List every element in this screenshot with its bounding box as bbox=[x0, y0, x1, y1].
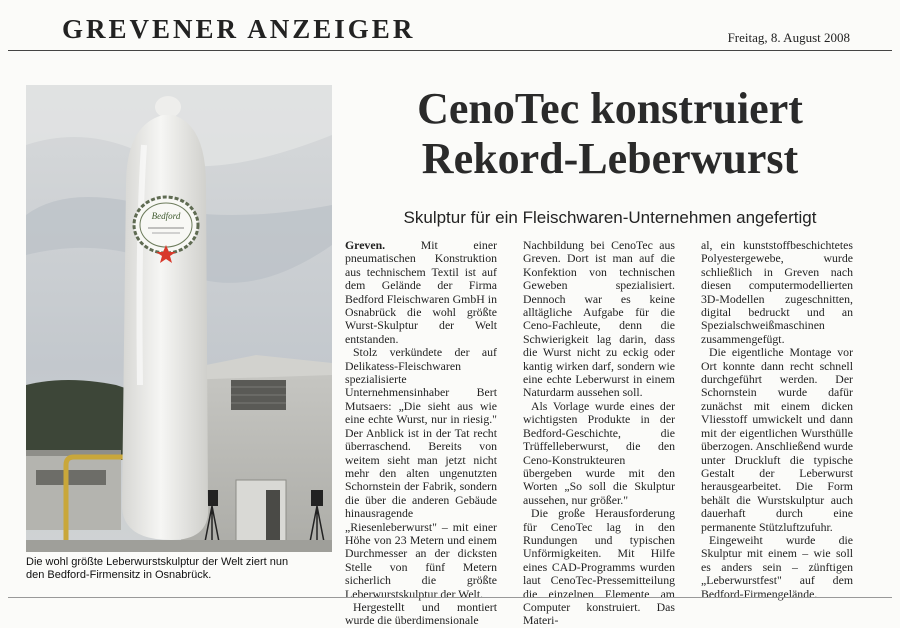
paragraph: Stolz verkündete der auf Delikatess-Fleischwaren spezialisierte Unternehmensinhaber Bert Mutsaers: „Die sieht aus wie eine echte Wurst, nur in riesig." Der Anblick ist in der Tat recht überraschend. Bereits von weitem sieht man jetzt nicht mehr den alten ungenutzten Schornstein der Fabrik, sondern die über die anderen Gebäude hinausragende „Riesenleberwurst" – mit einer Höhe von 23 Metern und einem Durchmesser an der dicksten Stelle von fünf Metern sicherlich die größte Leberwurstskulptur der Welt. bbox=[345, 345, 497, 601]
photo-caption bbox=[26, 556, 336, 582]
article-subheadline: Skulptur für ein Fleischwaren-Unternehmen angefertigt bbox=[403, 208, 817, 227]
photo-illustration bbox=[26, 85, 332, 552]
sausage-tip bbox=[155, 96, 181, 118]
headline-line-2: Rekord-Leberwurst bbox=[421, 134, 799, 183]
paragraph: Die große Herausforderung für CenoTec lag in den Rundungen und typischen Unförmigkeiten. Mit Hilfe eines CAD-Programms wurden laut CenoTec-Pressemitteilung die einzelnen Elemente am Computer konstruiert. Das Materi- bbox=[523, 506, 675, 628]
paragraph bbox=[345, 239, 497, 346]
article-column-2 bbox=[523, 239, 675, 628]
paragraph: Als Vorlage wurde eines der wichtigsten Produkte in der Bedford-Geschichte, die Trüffelleberwurst, die den Ceno-Konstrukteuren übergeben wurde mit den Worten „So soll die Skulptur aussehen, nur größer." bbox=[523, 398, 675, 507]
paragraph-text: Mit einer pneumatischen Konstruktion aus technischem Textil ist auf dem Gelände der Firma Bedford Fleischwaren GmbH in Osnabrück die wohl größte Wurst-Skulptur der Welt entstanden. bbox=[345, 238, 497, 346]
newspaper-title: GREVENER ANZEIGER bbox=[62, 14, 416, 44]
paragraph: Nachbildung bei CenoTec aus Greven. Dort ist man auf die Konfektion von technischen Geweben spezialisiert. Dennoch war es keine alltägliche Aufgabe für die Ceno-Fachleute, denn die Schwierigkeit lag darin, dass die Wurst nicht zu eckig oder kantig wirken darf, sondern wie eine echte Leberwurst in einem Naturdarm aussehen soll. bbox=[523, 238, 675, 400]
article-photo bbox=[26, 85, 332, 552]
paragraph: Die eigentliche Montage vor Ort konnte dann recht schnell durchgeführt werden. Der Schornstein wurde dafür zunächst mit einem dicken Vliesstoff umwickelt und dann mit der eigentlichen Wursthülle überzogen. Anschließend wurde unter Druckluft die typische Gestalt der Leberwurst herausgearbeitet. Die Form behält die Wurstskulptur auch dauerhaft durch eine permanente Stützluftzufuhr. bbox=[701, 345, 853, 534]
issue-date: Freitag, 8. August 2008 bbox=[727, 30, 850, 45]
paragraph: Hergestellt und montiert wurde die überdimensionale bbox=[345, 599, 497, 628]
article-column-3 bbox=[701, 239, 853, 601]
page-bottom-divider bbox=[8, 597, 892, 598]
article-column-1 bbox=[345, 239, 497, 628]
article-headline bbox=[345, 84, 875, 184]
headline-line-1: CenoTec konstruiert bbox=[417, 84, 803, 133]
dateline: Greven. bbox=[345, 238, 386, 252]
leberwurst-sculpture bbox=[122, 115, 208, 540]
caption-line-1: Die wohl größte Leberwurstskulptur der Welt ziert nun bbox=[26, 556, 289, 568]
masthead-divider bbox=[8, 50, 892, 51]
caption-line-2: den Bedford-Firmensitz in Osnabrück. bbox=[26, 569, 212, 581]
small-building bbox=[26, 450, 121, 530]
paragraph: Eingeweiht wurde die Skulptur mit einem – wie soll es anders sein – zünftigen „Leberwurstfest" auf dem Bedford-Firmengelände. bbox=[701, 532, 853, 601]
badge-brand-text: Bedford bbox=[151, 211, 181, 221]
paragraph: al, ein kunststoffbeschichtetes Polyestergewebe, wurde schließlich in Greven nach diesen computermodellierten 3D-Modellen zugeschnitten, digital bedruckt und an Spezialschweißmaschinen zusammengefügt. bbox=[701, 238, 853, 346]
